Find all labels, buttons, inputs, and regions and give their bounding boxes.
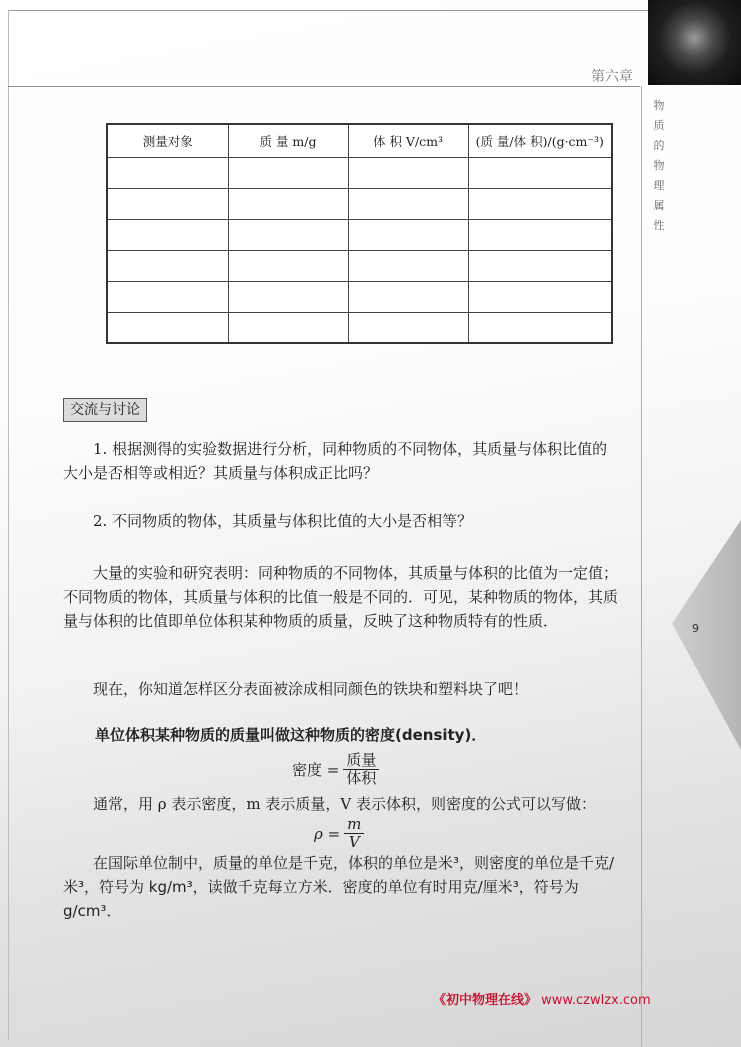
nebula-photo: [648, 0, 741, 85]
side-title-char: 物: [653, 159, 665, 172]
table-row: [107, 188, 612, 219]
si-unit-paragraph: 在国际单位制中，质量的单位是千克，体积的单位是米³，则密度的单位是千克/米³，符号为 kg/m³，读做千克每立方米．密度的单位有时用克/厘米³，符号为 g/cm³．: [63, 854, 615, 920]
table-cell: [107, 281, 228, 312]
density-word-formula: [292, 752, 379, 787]
table-cell: [468, 281, 612, 312]
table-cell: [107, 250, 228, 281]
side-title-char: 性: [653, 219, 665, 232]
table-cell: [228, 250, 348, 281]
table-cell: [468, 250, 612, 281]
formula-fraction: [344, 816, 364, 851]
table-cell: [468, 157, 612, 188]
discussion-question-1: 1. 根据测得的实验数据进行分析，同种物质的不同物体，其质量与体积比值的大小是否相等或相近？其质量与体积成正比吗？: [63, 440, 608, 482]
page-number: 9: [692, 622, 699, 635]
table-cell: [348, 250, 468, 281]
column-header-mass: 质 量 m/g: [228, 124, 348, 157]
formula-numerator: 质量: [343, 752, 379, 770]
formula-lhs: ρ =: [314, 824, 341, 843]
table-row: [107, 250, 612, 281]
formula-lhs: 密度 =: [292, 761, 340, 779]
table-cell: [107, 219, 228, 250]
chapter-label: 第六章: [591, 69, 633, 85]
side-divider: [641, 86, 642, 1047]
table-cell: [107, 188, 228, 219]
side-title-char: 物: [653, 99, 665, 112]
table-cell: [228, 312, 348, 343]
footer-watermark[interactable]: [433, 989, 651, 1008]
discussion-question-2: 2. 不同物质的物体，其质量与体积比值的大小是否相等？: [93, 512, 473, 530]
density-definition: 单位体积某种物质的质量叫做这种物质的密度(density)．: [95, 726, 487, 744]
table-cell: [348, 157, 468, 188]
side-title-char: 理: [653, 179, 665, 192]
table-cell: [348, 219, 468, 250]
header-rule: [8, 86, 640, 87]
discussion-section-tag: 交流与讨论: [63, 398, 147, 422]
table-row: [107, 312, 612, 343]
table-cell: [228, 281, 348, 312]
body-paragraph-question: 现在，你知道怎样区分表面被涂成相同颜色的铁块和塑料块了吧！: [93, 680, 529, 698]
table-cell: [228, 219, 348, 250]
formula-denominator: 体积: [346, 769, 377, 787]
table-cell: [348, 281, 468, 312]
column-header-object: 测量对象: [107, 124, 228, 157]
side-title-char: 属: [653, 199, 665, 212]
table-row: [107, 219, 612, 250]
column-header-volume: 体 积 V/cm³: [348, 124, 468, 157]
table-row: [107, 281, 612, 312]
table-header-row: [107, 124, 612, 157]
formula-numerator: m: [344, 816, 364, 834]
table-cell: [228, 157, 348, 188]
footer-brand: 《初中物理在线》: [433, 993, 538, 1008]
table-row: [107, 157, 612, 188]
table-cell: [348, 188, 468, 219]
table-cell: [228, 188, 348, 219]
table-cell: [468, 312, 612, 343]
table-cell: [468, 219, 612, 250]
density-symbol-formula: [314, 816, 364, 851]
table-cell: [468, 188, 612, 219]
table-cell: [107, 312, 228, 343]
formula-denominator: V: [348, 833, 360, 851]
symbol-explanation: 通常，用 ρ 表示密度，m 表示质量，V 表示体积，则密度的公式可以写做：: [93, 795, 596, 813]
table-cell: [107, 157, 228, 188]
body-paragraph-conclusion: 大量的实验和研究表明：同种物质的不同物体，其质量与体积的比值为一定值；不同物质的物体，其质量与体积的比值一般是不同的．可见，某种物质的物体，其质量与体积的比值即单位体积某种物质的质量，反映了这种物质特有的性质．: [63, 564, 619, 630]
table-cell: [348, 312, 468, 343]
formula-fraction: [343, 752, 379, 787]
measurement-table: [106, 123, 613, 344]
column-header-ratio: (质 量/体 积)/(g·cm⁻³): [468, 124, 612, 157]
vertical-chapter-title: [652, 96, 666, 236]
side-title-char: 的: [653, 139, 665, 152]
side-title-char: 质: [653, 119, 665, 132]
footer-url[interactable]: www.czwlzx.com: [541, 993, 651, 1008]
